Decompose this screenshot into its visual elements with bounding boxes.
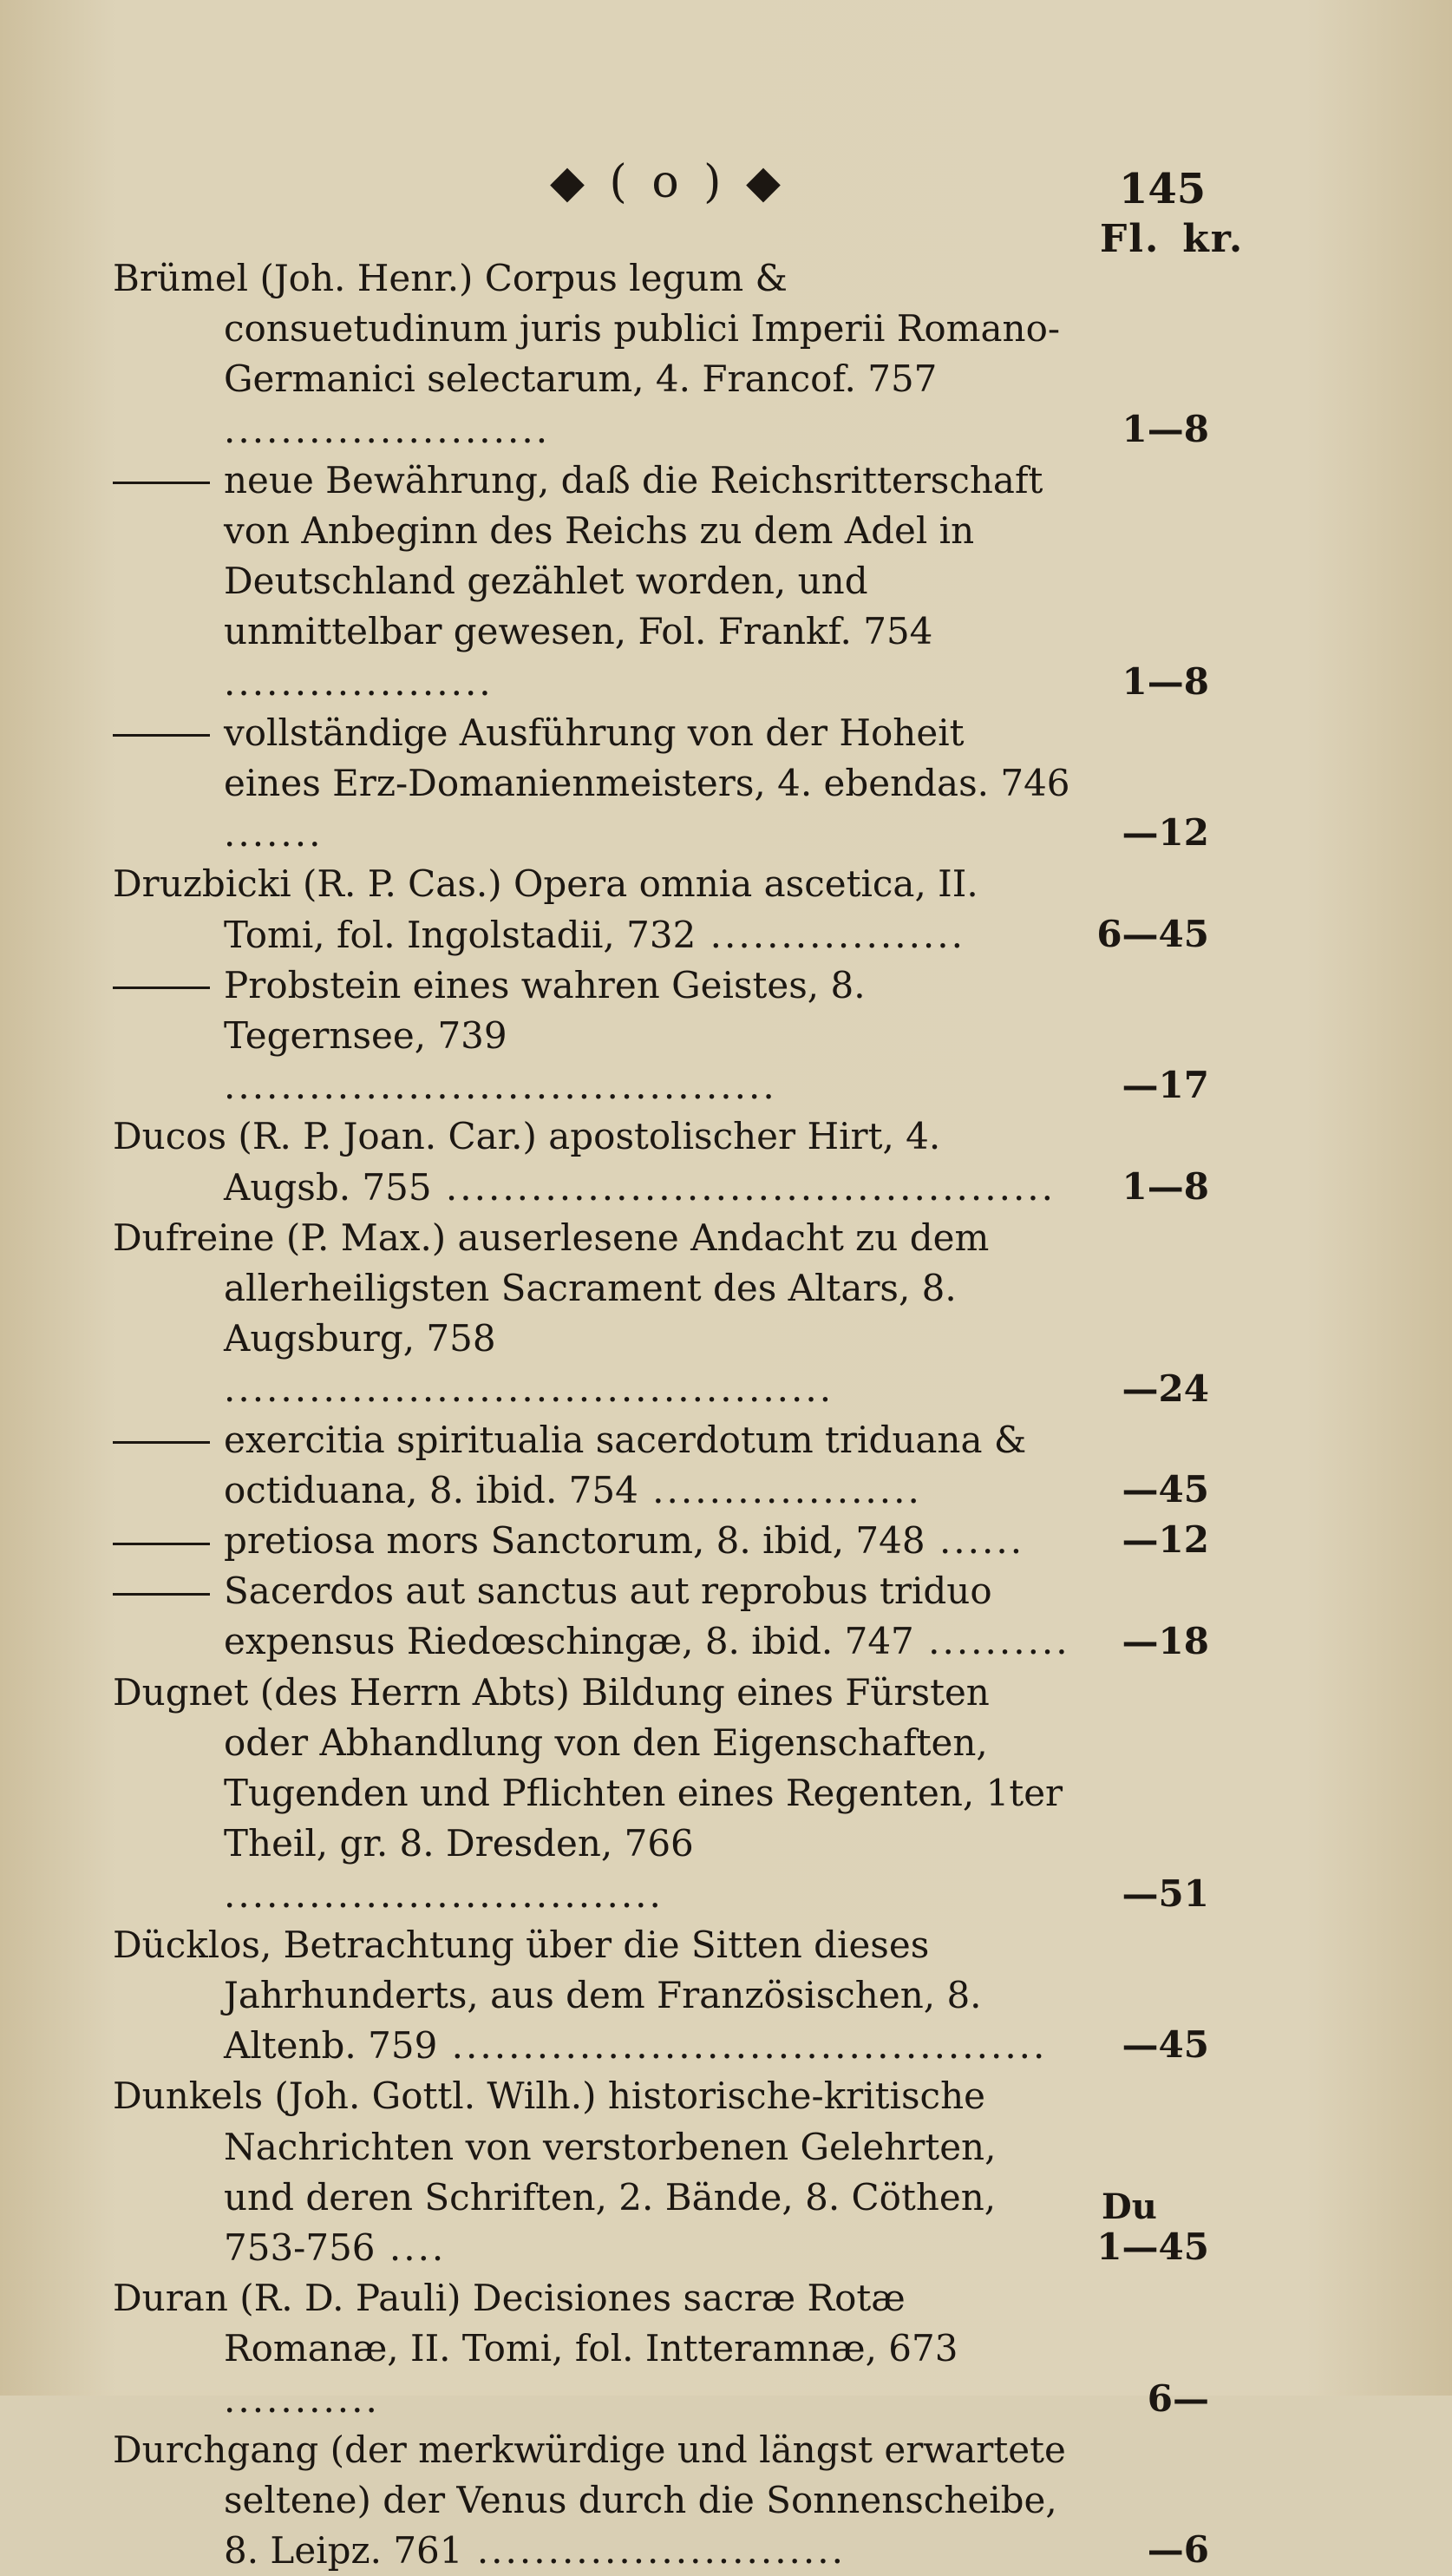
catalog-entry: Durchgang (der merkwürdige und längst erwartete seltene) der Venus durch die Sonnenscheibe, 8. Leipz. 761 .......................... —6 [113, 2428, 1209, 2573]
entry-text: Sacerdos aut sanctus aut reprobus triduo expensus Riedœschingæ, 8. ibid. 747 [224, 1570, 992, 1663]
catalog-entry: Dugnet (des Herrn Abts) Bildung eines Fürsten oder Abhandlung von den Eigenschaften, Tugenden und Pflichten eines Regenten, 1ter Theil, gr. 8. Dresden, 766 ............................... —51 [113, 1670, 1209, 1916]
entry-text: Dunkels (Joh. Gottl. Wilh.) historische-kritische Nachrichten von verstorbenen Gelehrten, und deren Schriften, 2. Bände, 8. Cöthen, 753-756 [113, 2075, 997, 2269]
ditto-dash [113, 986, 210, 989]
entry-price: 1—8 [1122, 1164, 1209, 1208]
ditto-dash [113, 1441, 210, 1444]
entry-price: —24 [1122, 1367, 1209, 1410]
entry-price: 6— [1147, 2376, 1209, 2420]
entry-price: —6 [1147, 2528, 1209, 2572]
catalog-entry: Brümel (Joh. Henr.) Corpus legum & consuetudinum juris publici Imperii Romano-Germanici selectarum, 4. Francof. 757 ....................... 1—8 [113, 257, 1209, 451]
catalog-entry: exercitia spiritualia sacerdotum triduana & octiduana, 8. ibid. 754 ................... —45 [0, 1415, 1452, 1516]
entry-text: Probstein eines wahren Geistes, 8. Tegernsee, 739 [224, 963, 866, 1058]
header-ornament: ◆ ( o ) ◆ [550, 156, 786, 208]
catalog-entry: Ducos (R. P. Joan. Car.) apostolischer Hirt, 4. Augsb. 755 ........................................... 1—8 [113, 1115, 1209, 1209]
kreuzer-heading: kr. [1182, 217, 1245, 261]
entry-text: Dufreine (P. Max.) auserlesene Andacht zu dem allerheiligsten Sacrament des Altars, 8. Augsburg, 758 [113, 1216, 990, 1360]
entry-text: Ducos (R. P. Joan. Car.) apostolischer Hirt, 4. Augsb. 755 [113, 1115, 941, 1209]
ditto-dash [113, 1543, 210, 1545]
catalog-entry: neue Bewährung, daß die Reichsritterschaft von Anbeginn des Reichs zu dem Adel in Deutschland gezählet worden, und unmittelbar gewesen, Fol. Frankf. 754 ................... 1—8 [0, 456, 1452, 708]
entry-price: 6—45 [1096, 912, 1209, 955]
entry-price: 1—45 [1096, 2225, 1209, 2269]
entry-text: neue Bewährung, daß die Reichsritterschaft von Anbeginn des Reichs zu dem Adel in Deutschland gezählet worden, und unmittelbar gewesen, Fol. Frankf. 754 [224, 458, 1043, 653]
catchword: Du [1102, 2186, 1157, 2227]
entry-price: —45 [1122, 2023, 1209, 2067]
entry-price: 1—8 [1122, 659, 1209, 703]
catalog-entry: Duran (R. D. Pauli) Decisiones sacræ Rotæ Romanæ, II. Tomi, fol. Intteramnæ, 673 ........... 6— [113, 2277, 1209, 2421]
entry-text: pretiosa mors Sanctorum, 8. ibid, 748 [224, 1519, 925, 1563]
catalog-entry: Dufreine (P. Max.) auserlesene Andacht zu dem allerheiligsten Sacrament des Altars, 8. Augsburg, 758 ........................................... —24 [113, 1216, 1209, 1411]
ditto-dash [113, 482, 210, 484]
page-header [0, 156, 1452, 217]
catalog-entry: Probstein eines wahren Geistes, 8. Tegernsee, 739 ....................................... —17 [0, 960, 1452, 1112]
entry-text: exercitia spiritualia sacerdotum triduana & octiduana, 8. ibid. 754 [224, 1418, 1027, 1511]
entry-price: —45 [1122, 1468, 1209, 1511]
catalog-entry: Dücklos, Betrachtung über die Sitten dieses Jahrhunderts, aus dem Französischen, 8. Altenb. 759 .......................................... —45 [113, 1923, 1209, 2068]
entry-text: Dugnet (des Herrn Abts) Bildung eines Fürsten oder Abhandlung von den Eigenschaften, Tugenden und Pflichten eines Regenten, 1ter Theil, gr. 8. Dresden, 766 [113, 1670, 1063, 1865]
entry-price: —12 [1122, 811, 1209, 855]
entry-price: 1—8 [1122, 407, 1209, 450]
catalog-entries [0, 253, 1452, 2576]
ditto-dash [113, 734, 210, 737]
entry-text: Druzbicki (R. P. Cas.) Opera omnia ascetica, II. Tomi, fol. Ingolstadii, 732 [113, 862, 978, 956]
entry-text: Duran (R. D. Pauli) Decisiones sacræ Rotæ Romanæ, II. Tomi, fol. Intteramnæ, 673 [113, 2277, 958, 2370]
page-number: 145 [1119, 165, 1207, 213]
entry-text: Brümel (Joh. Henr.) Corpus legum & consuetudinum juris publici Imperii Romano-Germanici selectarum, 4. Francof. 757 [113, 257, 1061, 401]
entry-price: —12 [1122, 1518, 1209, 1562]
catalog-entry: Dunkels (Joh. Gottl. Wilh.) historische-kritische Nachrichten von verstorbenen Gelehrten, und deren Schriften, 2. Bände, 8. Cöthen, 753-756 .... 1—45 [113, 2075, 1209, 2269]
catalog-entry: Sacerdos aut sanctus aut reprobus triduo expensus Riedœschingæ, 8. ibid. 747 .......... —18 [0, 1566, 1452, 1667]
entry-price: —17 [1122, 1064, 1209, 1107]
catalog-entry: Druzbicki (R. P. Cas.) Opera omnia ascetica, II. Tomi, fol. Ingolstadii, 732 .................. 6—45 [113, 862, 1209, 956]
catalog-entry: vollständige Ausführung von der Hoheit eines Erz-Domanienmeisters, 4. ebendas. 746 ....... —12 [0, 708, 1452, 860]
catalog-entry: pretiosa mors Sanctorum, 8. ibid, 748 ...... —12 [0, 1516, 1452, 1566]
entry-price: —51 [1122, 1871, 1209, 1915]
florin-heading: Fl. [1100, 217, 1161, 261]
entry-text: Durchgang (der merkwürdige und längst erwartete seltene) der Venus durch die Sonnenscheibe, 8. Leipz. 761 [113, 2428, 1066, 2573]
entry-text: Dücklos, Betrachtung über die Sitten dieses Jahrhunderts, aus dem Französischen, 8. Altenb. 759 [113, 1923, 982, 2068]
entry-text: vollständige Ausführung von der Hoheit eines Erz-Domanienmeisters, 4. ebendas. 746 [224, 711, 1070, 805]
entry-price: —18 [1122, 1619, 1209, 1662]
ditto-dash [113, 1593, 210, 1596]
